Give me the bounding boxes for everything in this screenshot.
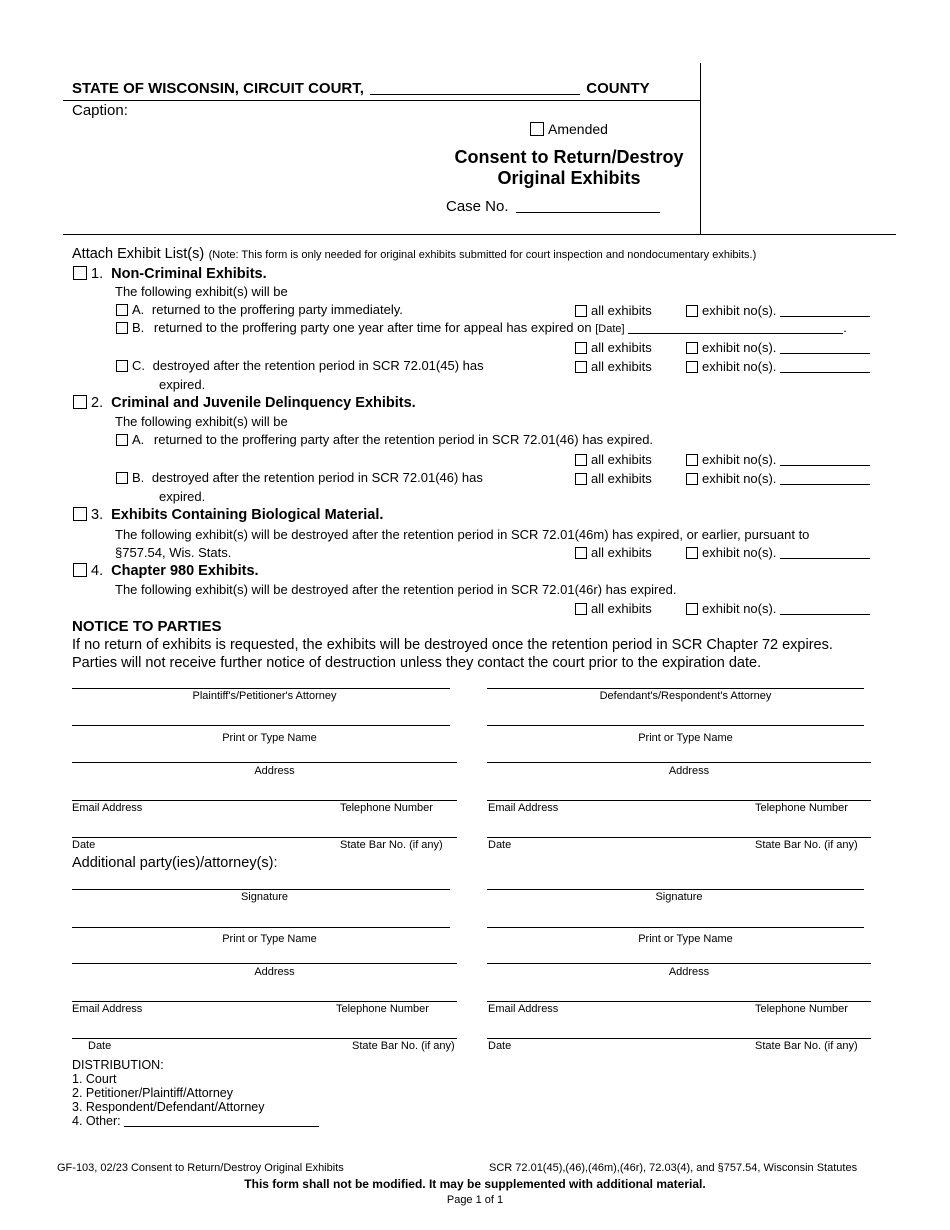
defendant-attorney-label: Defendant's/Respondent's Attorney <box>599 690 772 702</box>
section2-b-nos-field[interactable] <box>780 484 870 485</box>
section2-title: Criminal and Juvenile Delinquency Exhibits. <box>111 395 416 411</box>
case-no-label: Case No. <box>446 198 509 215</box>
section4-nos <box>686 601 870 616</box>
additional-right-name-label: Print or Type Name <box>638 933 733 945</box>
court-heading <box>72 80 650 97</box>
distribution-item-respondent: 3. Respondent/Defendant/Attorney <box>72 1100 265 1114</box>
defendant-date-line[interactable] <box>487 837 871 838</box>
additional-left-signature-label: Signature <box>240 891 289 903</box>
section2-checkbox[interactable] <box>73 395 87 409</box>
header-divider-vertical <box>700 63 701 235</box>
section2-a-nos-checkbox[interactable] <box>686 454 698 466</box>
distribution-title: DISTRIBUTION: <box>72 1058 164 1072</box>
additional-left-telephone-label: Telephone Number <box>336 1003 429 1015</box>
section1-b-nos-label: exhibit no(s). <box>702 340 777 355</box>
section1-option-b: B. returned to the proffering party one year after time for appeal has expired on [Date] . <box>116 320 847 335</box>
amended-label: Amended <box>548 121 608 137</box>
section1-c-all-checkbox[interactable] <box>575 361 587 373</box>
section1-a-letter: A. <box>132 302 145 317</box>
section1-option-c <box>116 358 484 373</box>
section2-a-letter: A. <box>132 432 145 447</box>
defendant-address-line[interactable] <box>487 762 871 763</box>
section2-a-text: returned to the proffering party after the retention period in SCR 72.01(46) has expired. <box>153 432 654 447</box>
section1-option-a <box>116 302 403 317</box>
section3-nos-checkbox[interactable] <box>686 547 698 559</box>
additional-left-date-line[interactable] <box>72 1038 457 1039</box>
amended-checkbox[interactable] <box>530 122 544 136</box>
section3-text1: The following exhibit(s) will be destroyed after the retention period in SCR 72.01(46m) has expired, or earlier, pursuant to <box>115 527 810 542</box>
additional-left-email-line[interactable] <box>72 1001 457 1002</box>
section2-heading <box>73 395 416 411</box>
section4-heading <box>73 563 259 579</box>
defendant-signature-line[interactable] <box>487 688 864 689</box>
defendant-email-line[interactable] <box>487 800 871 801</box>
section1-b-nos <box>686 340 870 355</box>
footer-notice: This form shall not be modified. It may be supplemented with additional material. <box>244 1177 706 1191</box>
section1-a-nos-field[interactable] <box>780 316 870 317</box>
attach-exhibit-line <box>72 245 756 263</box>
section1-c-nos-field[interactable] <box>780 372 870 373</box>
section1-b-date-field[interactable] <box>628 333 843 334</box>
amended-option <box>530 121 608 137</box>
defendant-bar-label: State Bar No. (if any) <box>755 839 858 851</box>
section1-c-text: destroyed after the retention period in SCR 72.01(45) has <box>152 358 484 373</box>
section2-b-all <box>575 471 652 486</box>
section2-b-nos-checkbox[interactable] <box>686 473 698 485</box>
section1-c-nos <box>686 359 870 374</box>
header-bottom-rule <box>63 234 896 235</box>
section2-a-all-label: all exhibits <box>591 452 652 467</box>
additional-right-address-line[interactable] <box>487 963 871 964</box>
form-title-line1: Consent to Return/Destroy <box>454 147 684 167</box>
section3-all-label: all exhibits <box>591 545 652 560</box>
section4-text: The following exhibit(s) will be destroyed after the retention period in SCR 72.01(46r) has expired. <box>115 582 677 597</box>
section2-b-all-label: all exhibits <box>591 471 652 486</box>
notice-line2: Parties will not receive further notice of destruction unless they contact the court prior to the expiration date. <box>72 655 762 671</box>
section1-c-letter: C. <box>132 358 145 373</box>
section3-all-checkbox[interactable] <box>575 547 587 559</box>
section4-nos-field[interactable] <box>780 614 870 615</box>
form-title <box>440 147 698 189</box>
distribution-item-other-row <box>72 1114 319 1128</box>
section3-nos-label: exhibit no(s). <box>702 545 777 560</box>
form-title-line2: Original Exhibits <box>497 168 641 188</box>
defendant-date-label: Date <box>488 839 512 851</box>
court-line-rule <box>63 100 700 101</box>
case-no-field[interactable] <box>516 212 660 213</box>
section1-a-all-label: all exhibits <box>591 303 652 318</box>
attach-label: Attach Exhibit List(s) <box>72 246 205 262</box>
additional-left-email-label: Email Address <box>72 1003 143 1015</box>
section3-nos <box>686 545 870 560</box>
section1-a-all-checkbox[interactable] <box>575 305 587 317</box>
section2-number: 2. <box>91 395 104 411</box>
section3-title: Exhibits Containing Biological Material. <box>111 507 384 523</box>
section2-b-text: destroyed after the retention period in SCR 72.01(46) has <box>151 470 483 485</box>
section3-nos-field[interactable] <box>780 558 870 559</box>
defendant-email-label: Email Address <box>488 802 559 814</box>
section1-b-all-checkbox[interactable] <box>575 342 587 354</box>
section3-heading <box>73 507 383 523</box>
notice-title: NOTICE TO PARTIES <box>72 618 222 635</box>
case-number <box>446 198 660 215</box>
additional-right-date-label: Date <box>488 1040 512 1052</box>
section3-number: 3. <box>91 507 104 523</box>
section1-number: 1. <box>91 266 104 282</box>
additional-right-bar-label: State Bar No. (if any) <box>755 1040 858 1052</box>
section2-a-checkbox[interactable] <box>116 434 128 446</box>
defendant-name-line[interactable] <box>487 725 864 726</box>
plaintiff-bar-label: State Bar No. (if any) <box>340 839 443 851</box>
section1-title: Non-Criminal Exhibits. <box>111 266 267 282</box>
section1-b-nos-field[interactable] <box>780 353 870 354</box>
footer-page: Page 1 of 1 <box>446 1194 504 1206</box>
section1-c-expired: expired. <box>159 377 206 392</box>
additional-parties-label: Additional party(ies)/attorney(s): <box>72 855 278 871</box>
section4-nos-label: exhibit no(s). <box>702 601 777 616</box>
additional-left-name-label: Print or Type Name <box>222 933 317 945</box>
section4-title: Chapter 980 Exhibits. <box>111 563 259 579</box>
section1-b-checkbox[interactable] <box>116 322 128 334</box>
court-prefix: STATE OF WISCONSIN, CIRCUIT COURT, <box>72 80 364 97</box>
section1-b-letter: B. <box>132 320 145 335</box>
county-name-field[interactable] <box>370 94 580 95</box>
distribution-item-court: 1. Court <box>72 1072 117 1086</box>
section2-option-a <box>116 432 653 447</box>
plaintiff-email-label: Email Address <box>72 802 143 814</box>
section2-b-all-checkbox[interactable] <box>575 473 587 485</box>
section1-checkbox[interactable] <box>73 266 87 280</box>
additional-left-address-line[interactable] <box>72 963 457 964</box>
section1-heading <box>73 266 267 282</box>
section2-a-nos <box>686 452 870 467</box>
distribution-other-field[interactable] <box>124 1126 319 1127</box>
section2-b-nos <box>686 471 870 486</box>
plaintiff-date-line[interactable] <box>72 837 457 838</box>
additional-left-name-line[interactable] <box>72 927 450 928</box>
distribution-item-petitioner: 2. Petitioner/Plaintiff/Attorney <box>72 1086 233 1100</box>
section1-c-all <box>575 359 652 374</box>
section2-a-nos-field[interactable] <box>780 465 870 466</box>
section2-b-checkbox[interactable] <box>116 472 128 484</box>
section1-b-text: returned to the proffering party one year after time for appeal has expired on <box>153 320 592 335</box>
section3-text2: §757.54, Wis. Stats. <box>115 545 232 560</box>
footer-statutes: SCR 72.01(45),(46),(46m),(46r), 72.03(4), and §757.54, Wisconsin Statutes <box>489 1162 858 1174</box>
section4-all <box>575 601 652 616</box>
plaintiff-name-line[interactable] <box>72 725 450 726</box>
additional-left-address-label: Address <box>254 966 295 978</box>
section1-c-nos-checkbox[interactable] <box>686 361 698 373</box>
additional-right-signature-label: Signature <box>655 891 703 903</box>
section2-intro: The following exhibit(s) will be <box>115 414 288 429</box>
section1-a-all <box>575 303 652 318</box>
section1-b-date-label: [Date] <box>595 323 625 335</box>
section2-option-b <box>116 470 483 485</box>
section1-b-all <box>575 340 652 355</box>
caption-label: Caption: <box>72 102 128 119</box>
notice-line1: If no return of exhibits is requested, the exhibits will be destroyed once the retention period in SCR Chapter 72 expires. <box>72 637 833 653</box>
additional-right-address-label: Address <box>668 966 710 978</box>
plaintiff-telephone-label: Telephone Number <box>340 802 433 814</box>
section1-b-nos-checkbox[interactable] <box>686 342 698 354</box>
section1-a-checkbox[interactable] <box>116 304 128 316</box>
plaintiff-address-line[interactable] <box>72 762 457 763</box>
section3-all <box>575 545 652 560</box>
distribution-item-other: 4. Other: <box>72 1114 121 1128</box>
additional-left-date-label: Date <box>88 1040 112 1052</box>
plaintiff-date-label: Date <box>72 839 96 851</box>
defendant-telephone-label: Telephone Number <box>755 802 848 814</box>
section1-a-nos <box>686 303 870 318</box>
section2-a-nos-label: exhibit no(s). <box>702 452 777 467</box>
section3-checkbox[interactable] <box>73 507 87 521</box>
additional-left-bar-label: State Bar No. (if any) <box>352 1040 455 1052</box>
section2-b-nos-label: exhibit no(s). <box>702 471 777 486</box>
plaintiff-attorney-label: Plaintiff's/Petitioner's Attorney <box>192 690 337 702</box>
section1-a-nos-checkbox[interactable] <box>686 305 698 317</box>
section1-a-nos-label: exhibit no(s). <box>702 303 777 318</box>
plaintiff-signature-line[interactable] <box>72 688 450 689</box>
attach-note: (Note: This form is only needed for original exhibits submitted for court inspection and nondocumentary exhibits.) <box>208 249 757 261</box>
additional-right-name-line[interactable] <box>487 927 864 928</box>
section2-b-letter: B. <box>132 470 145 485</box>
section1-c-nos-label: exhibit no(s). <box>702 359 777 374</box>
section2-a-all <box>575 452 652 467</box>
section1-c-checkbox[interactable] <box>116 360 128 372</box>
section1-b-all-label: all exhibits <box>591 340 652 355</box>
additional-left-signature-line[interactable] <box>72 889 450 890</box>
defendant-address-label: Address <box>668 765 710 777</box>
section4-nos-checkbox[interactable] <box>686 603 698 615</box>
section4-all-label: all exhibits <box>591 601 652 616</box>
section4-all-checkbox[interactable] <box>575 603 587 615</box>
county-label: COUNTY <box>586 80 650 97</box>
section1-c-all-label: all exhibits <box>591 359 652 374</box>
additional-right-email-label: Email Address <box>488 1003 559 1015</box>
section1-intro: The following exhibit(s) will be <box>115 284 288 299</box>
section4-checkbox[interactable] <box>73 563 87 577</box>
footer-form-id: GF-103, 02/23 Consent to Return/Destroy Original Exhibits <box>57 1162 344 1174</box>
additional-right-date-line[interactable] <box>487 1038 871 1039</box>
distribution-block <box>72 1058 319 1128</box>
plaintiff-name-label: Print or Type Name <box>222 732 317 744</box>
section2-b-expired: expired. <box>159 489 206 504</box>
additional-right-email-line[interactable] <box>487 1001 871 1002</box>
defendant-name-label: Print or Type Name <box>638 732 733 744</box>
additional-right-telephone-label: Telephone Number <box>755 1003 848 1015</box>
additional-right-signature-line[interactable] <box>487 889 864 890</box>
plaintiff-address-label: Address <box>254 765 295 777</box>
section4-number: 4. <box>91 563 104 579</box>
plaintiff-email-line[interactable] <box>72 800 457 801</box>
section2-a-all-checkbox[interactable] <box>575 454 587 466</box>
section1-a-text: returned to the proffering party immediately. <box>151 302 403 317</box>
